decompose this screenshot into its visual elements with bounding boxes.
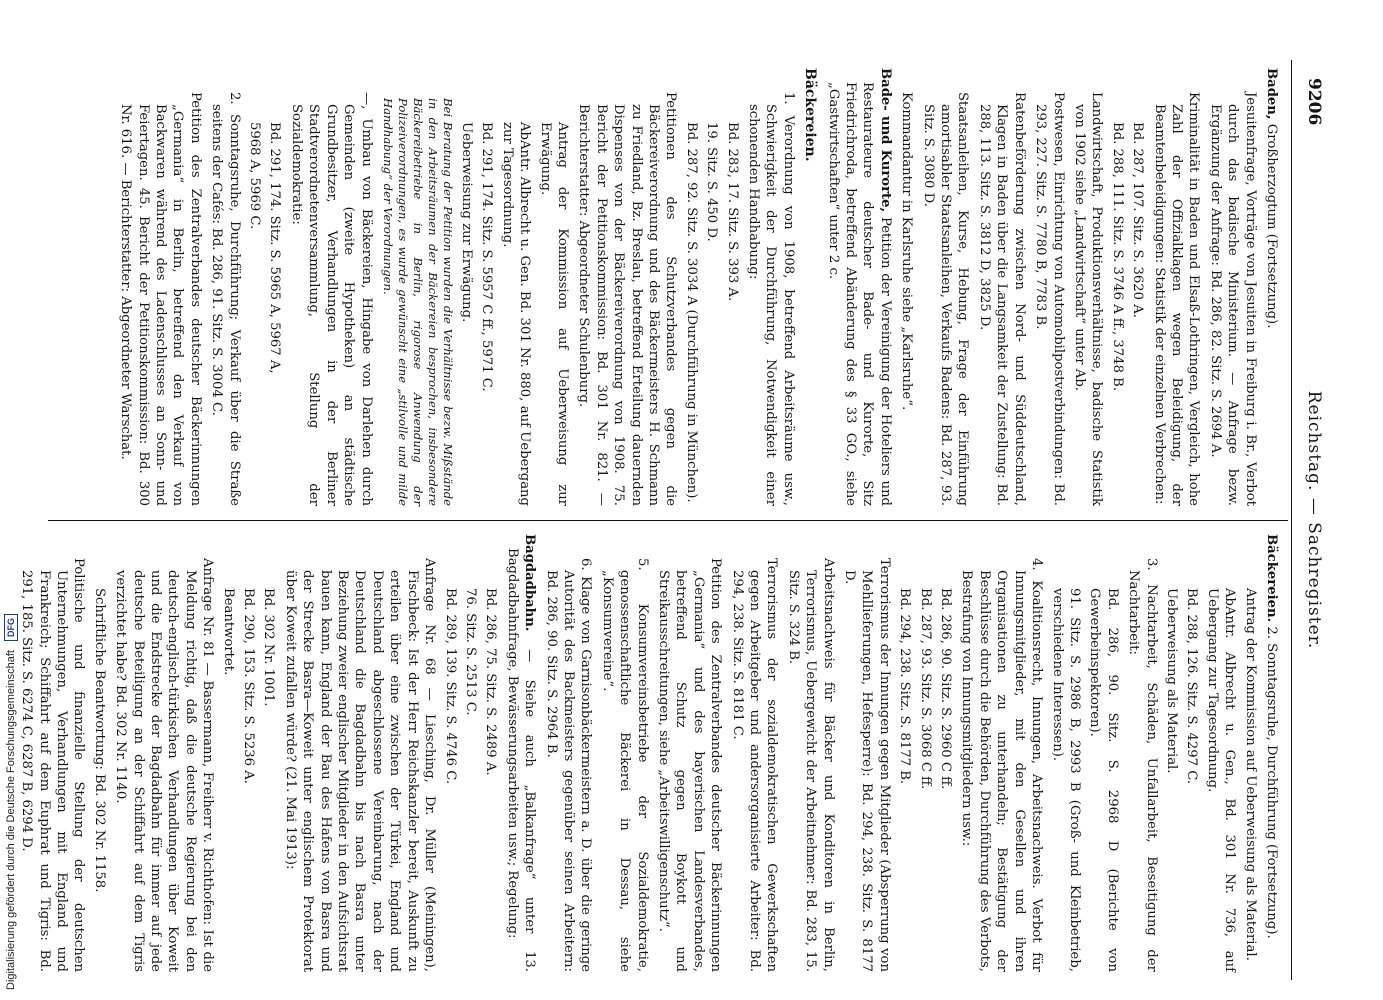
sonntagsruhe-text: Durchführung; Verkauf über die Straße seitens der Cafés: Bd. 286, 91. Sitz. S. 3004 C. [209,104,242,506]
sonntagsruhe-petition-head: Petition [187,92,203,144]
nachtarbeit-text: Schäden, Unfallarbeit, Beseitigung der Nachtarbeit: [1126,570,1159,972]
cont-antrag: Antrag der Kommission auf Ueberweisung als Material. [1242,588,1258,961]
konsumvereinsbetriebe-text: der Sozialdemokratie, genossenschaftliche Bäckerei in Dessau, siehe „Konsumvereine“. [599,570,650,972]
baden-section-heading [1263,68,1280,506]
running-title: Reichstag. — Sachregister. [1304,390,1324,650]
entry-klage [542,558,594,972]
jesuitenfrage-text: Vorträge von Jesuiten in Freiburg i. Br., Verbot durch das badische Ministerium. — Anfrage bezw. Ergänzung der Anfrage: Bd. 286, 82. Sitz. S. 2694 A. [1207,104,1258,506]
anfrage-81-head: Anfrage Nr. 81 [200,558,216,658]
staatsanleihen-text: Kurse, Hebung, Frage der Einführung amortisabler Staatsanleihen, Verkaufs Badens: Bd. 287, 93. Sitz. S. 3080 D. [920,104,971,506]
entry-bagdadbahn [503,534,538,972]
bade-head: Bade- und Kurorte, [877,68,893,213]
anfrage-68-beantwortet: Beantwortet. [220,588,236,676]
header-rule [1291,60,1292,980]
entry-politische-stellung: Politische und finanzielle Stellung der deutschen Unternehmungen, Verhandlungen mit England und Frankreich; Schiffahrt auf dem Euphrat und Tigris: Bd. 291, 185. Sitz. S. 6274 C, 6287 B, 6294 D. [19,558,87,972]
entry-arbeitsnachweis: Arbeitsnachweis für Bäcker und Konditoren in Berlin, Terrorismus, Uebergewicht der Arbeitnehmer: Bd. 283, 15. Sitz. S. 324 B. [785,558,836,972]
entry-petitionen [575,92,679,506]
nachtarbeit-ref-1: Bd. 286, 90. Sitz. S. 2968 D (Berichte von Gewerbeinspektoren). [1087,588,1120,972]
right-column [19,534,1280,973]
koalitionsrecht-ref-1: Bd. 286, 90. Sitz. S. 2960 C ff. [938,588,954,790]
entry-koalitionsrecht [958,558,1045,972]
anfrage-68-head: Anfrage Nr. 68 [422,558,438,675]
kommandantur-head: Kommandantur [899,92,915,196]
entry-kommandantur [898,92,915,506]
umbau-text: von Bäckereien, Hingabe von Darlehen durch Gemeinden (zweite Hypotheken) an städtische Grundbesitzer, Verhandlungen in der Berliner Stadtverordnetenversammlung, Stellung der Sozialdemokratie: [288,104,374,506]
entry-nachtarbeit [1125,558,1160,972]
klage-text: von Garnisonbäckermeistern a. D. über die geringe Autorität des Backmeisters gegenüber seinen Arbeitern: Bd. 286, 90. Sitz. S. 2964 B. [543,570,594,973]
entry-anfrage-81 [112,558,216,972]
postwesen-text: Einrichtung von Automobilpostverbindungen: Bd. 293, 227. Sitz. S. 7780 B, 7783 B. [1033,104,1066,506]
column-divider [48,520,1288,521]
entry-verordnung [745,92,797,506]
baden-heading: Baden, [1264,68,1279,120]
bagdadbahn-ref-1: Bd. 286, 75. Sitz. S. 2489 A. [483,588,499,776]
koalitionsrecht-head: 4. Koalitionsrecht, [1029,558,1045,687]
petitionen-ueberweisung: Ueberweisung zur Erwägung. [458,122,474,323]
entry-konsumvereinsbetriebe [598,558,650,972]
entry-anfrage-68 [281,558,438,972]
baeckereien-cont-heading [1263,534,1280,972]
ratenbefoerderung-head: Ratenbeförderung [1011,92,1027,216]
baeckereien-heading: Bäckereien. [802,68,819,162]
bagdadbahn-text: — Siehe auch „Balkanfrage“ unter 13. Bagdadbahnfrage, Bewässerungsarbeiten usw.; Regelung: [504,548,538,972]
entry-bade-kurorte [824,68,894,506]
entry-sonntagsruhe [208,92,243,506]
anfrage-81-text: — Bassermann, Freiherr v. Richthofen: Ist die Meldung richtig, daß die deutsche Regierung bei den deutsch-englisch-türkischen Verhandlungen über Koweit und die Endstrecke der Bagdadbahn für immer auf jede deutsche Beteiligung an der Schiffahrt auf dem Tigris verzichtet habe? Bd. 302 Nr. 1140. [113,570,216,972]
digitization-credit [0,0,22,1000]
koalitionsrecht-ref-2: Bd. 287, 93. Sitz. S. 3068 C ff. [917,588,933,790]
landwirtschaft-head: Landwirtschaft, [1089,92,1105,198]
left-column [50,68,1280,506]
verordnung-ref-1: Bd. 283, 17. Sitz. S. 393 A. [724,122,740,302]
entry-ratenbefoerderung [976,92,1028,506]
petitionen-antrag: Antrag der Kommission auf Ueberweisung zur Erwägung. [537,122,570,506]
koalitionsrecht-text: Verbot für Innungsmitglieder, mit den Gesellen und ihren Organisationen zu unterhandeln; Bestätigung der Beschlüsse durch die Behörden, Durchführung des Verbots, Bestrafung von Innungsmitgliedern usw.: [959,570,1045,972]
bade-text: Petition der Vereinigung der Hoteliers und Restaurateure deutscher Bade- und Kurorte, Sitz Friedrichroda, betreffend Abänderung des § 33 GO., siehe „Gastwirtschaften“ unter 2 c. [825,82,893,507]
nachtarbeit-head: 3. Nachtarbeit, [1143,558,1159,669]
petition-germania-head: Petition [708,558,724,610]
credit-text: Digitalisierung gefördert durch die Deutsche Forschungsgemeinschaft [5,650,17,990]
bagdadbahn-head: Bagdadbahn. [522,534,538,632]
entry-terrorismus-2: Terrorismus der sozialdemokratischen Gewerkschaften gegen Arbeitgeber und andersorganisierte Arbeiter: Bd. 294, 238. Sitz. S. 8181 C. [729,558,780,972]
bagdadbahn-ref-3: Bd. 289, 139. Sitz. S. 4746 C. [442,588,458,785]
umbau-ref-1: Bd. 291, 174. Sitz. S. 5965 A, 5967 A, [267,122,283,374]
cont-ref-1: Bd. 288, 126. Sitz. S. 4297 C. [1184,588,1200,785]
petitionen-text: des Schutzverbandes gegen die Bäckereiverordnung und des Bäckermeisters H. Schmann zu Friedland, Bz. Breslau, betreffend Erteilung dauernden Dispenses von der Bäckereiverordnung von 1908. 75. Bericht der Petitionskommission: Bd. 301 Nr. 821. — Berichterstatter: Abgeordneter Schulenburg. [576,104,679,506]
entry-petition-germania [655,558,725,972]
petitionen-ref: Bd. 291, 174. Sitz. S. 5957 C ff., 5971 C. [479,122,495,392]
cont-abaenderung: AbAntr. Albrecht u. Gen., Bd. 301 Nr. 736, auf Uebergang zur Tagesordnung. [1204,588,1238,972]
kriminalitaet-head: Kriminalität [1186,92,1202,173]
bagdadbahn-ref-2: 76. Sitz. S. 2513 C. [462,588,478,716]
kriminalitaet-ref-2: Bd. 288, 111. Sitz. S. 3746 A ff., 3748 B. [1109,122,1125,392]
rotated-page [19,60,1330,980]
entry-postwesen [1032,92,1067,506]
baeckereien-cont: Bäckereien. [1264,534,1279,623]
page-number: 9206 [1304,78,1324,126]
sonntagsruhe-head: 2. Sonntagsruhe, [226,92,242,212]
nachtarbeit-ref-2: 91. Sitz. S. 2986 B, 2993 B (Groß- und Kleinbetrieb, verschiedene Interessen). [1049,588,1082,972]
entry-sonntagsruhe-petition [117,92,204,506]
ratenbefoerderung-text: zwischen Nord- und Süddeutschland, Klagen in Baden über die Langsamkeit der Zustellung: Bd. 288, 113. Sitz. S. 3812 D, 3825 D. [976,104,1027,506]
entry-jesuitenfrage [1206,92,1258,506]
baden-title: Großherzogtum (Fortsetzung). [1264,123,1279,329]
petitionen-abaenderung: AbAntr. Albrecht u. Gen. Bd. 301 Nr. 880, auf Uebergang zur Tagesordnung. [499,122,533,506]
staatsanleihen-head: Staatsanleihen, [955,92,971,196]
umbau-head: —, Umbau [358,92,374,167]
koalitionsrecht-title: Innungen, Arbeitsnachweis. [1029,696,1045,889]
entry-landwirtschaft [1071,92,1106,506]
entry-kriminalitaet [1150,92,1202,506]
verordnung-ref-3: Bd. 287, 92. Sitz. S. 3034 A (Durchführung in München). [683,122,699,503]
entry-umbau [288,92,375,506]
running-head [1290,60,1330,980]
anfrage-68-ref-1: Bd. 302 Nr. 1001. [261,588,277,707]
dfg-logo: DFG [4,614,18,641]
umbau-ref-2: 5968 A, 5969 C. [247,122,263,230]
verordnung-ref-2: 19. Sitz. S. 450 D. [704,122,720,242]
anfrage-68-text: — Liesching, Dr. Müller (Meiningen), Fischbeck: Ist der Herr Reichskanzler bereit, Auskunft zu erteilen über eine zwischen der Türkei, England und Deutschland abgeschlossene Vereinbarung, nach der Deutschland die Bagdadbahn bis nach Basra unter Beziehung zweier englischer Mitglieder in den Aufsichtsrat bauen kann, England der Bau des Hafens von Basra und der Strecke Basra—Koweit unter englischem Protektorat über Koweit zufallen würde? (21. Mai 1913): [282,570,438,972]
jesuitenfrage-head: Jesuitenfrage, [1242,92,1258,186]
verordnung-head: 1. Verordnung [780,92,796,195]
petitionen-head: Petitionen [663,92,679,160]
postwesen-head: Postwesen, [1050,92,1066,167]
petitionen-note: Bei Beratung der Petition wurden die Verhältnisse bezw. Mißstände in den Arbeitsräumen der Bäckereien besprochen, insbesondere Bäckereibetriebe in Berlin, rigorose Anwendung der Polizeiverordnungen, es wurde gewünscht eine „stilvolle und milde Handhabung“ der Verordnungen. [380,98,455,506]
anfrage-68-ref-2: Bd. 290, 153. Sitz. S. 5236 A. [241,588,257,784]
landwirtschaft-text: Produktionsverhältnisse, badische Statistik von 1902 siehe „Landwirtschaft“ unter Ab. [1071,104,1105,506]
koalitionsrecht-ref-3: Bd. 294, 238. Sitz. S. 8177 B. [897,588,913,785]
kommandantur-text: in Karlsruhe siehe „Karlsruhe“. [899,199,915,411]
petition-germania-text: des Zentralverbandes deutscher Bäckerinnungen „Germania“ und des bayerischen Landesverbandes, betreffend Schutz gegen Boykott und Streikausschreitungen, siehe „Arbeitswilligenschutz“. [656,570,724,972]
cont-ueberweisung: Ueberweisung als Material. [1163,588,1179,774]
entry-staatsanleihen [919,92,971,506]
sonntagsruhe-petition-text: des Zentralverbandes deutscher Bäckerinnungen „Germania“ in Berlin, betreffend den Verkauf von Backwaren während des Ladenschlusses an Sonn- und Feiertagen. 45. Bericht der Petitionskommission: Bd. 300 Nr. 616. — Berichterstatter: Abgeordneter Warschat. [118,104,203,506]
anfrage-81-schriftliche: Schriftliche Beantwortung: Bd. 302 Nr. 1158. [91,588,107,893]
klage-head: 6. Klage [578,558,594,615]
baeckereien-cont-title: 2. Sonntagsruhe, Durchführung (Fortsetzung). [1264,626,1279,939]
entry-terrorismus-1: Terrorismus der Innungen gegen Mitglieder (Absperrung von Mehllieferungen, Hefesperre): Bd. 294, 238. Sitz. S. 8177 D. [842,558,892,972]
kriminalitaet-text: in Baden und Elsaß-Lothringen, Vergleich, hohe Zahl der Offizialklagen wegen Beleidigung, der Beamtenbeleidigungen: Statistik der einzelnen Verbrechen: [1151,104,1202,506]
kriminalitaet-ref-1: Bd. 287, 107. Sitz. S. 3620 A. [1130,122,1146,318]
konsumvereinsbetriebe-head: 5. Konsumvereinsbetriebe [634,558,650,763]
verordnung-text: von 1908, betreffend Arbeitsräume usw., Schwierigkeit der Durchführung, Notwendigkeit einer schonenden Handhabung: [746,104,796,506]
